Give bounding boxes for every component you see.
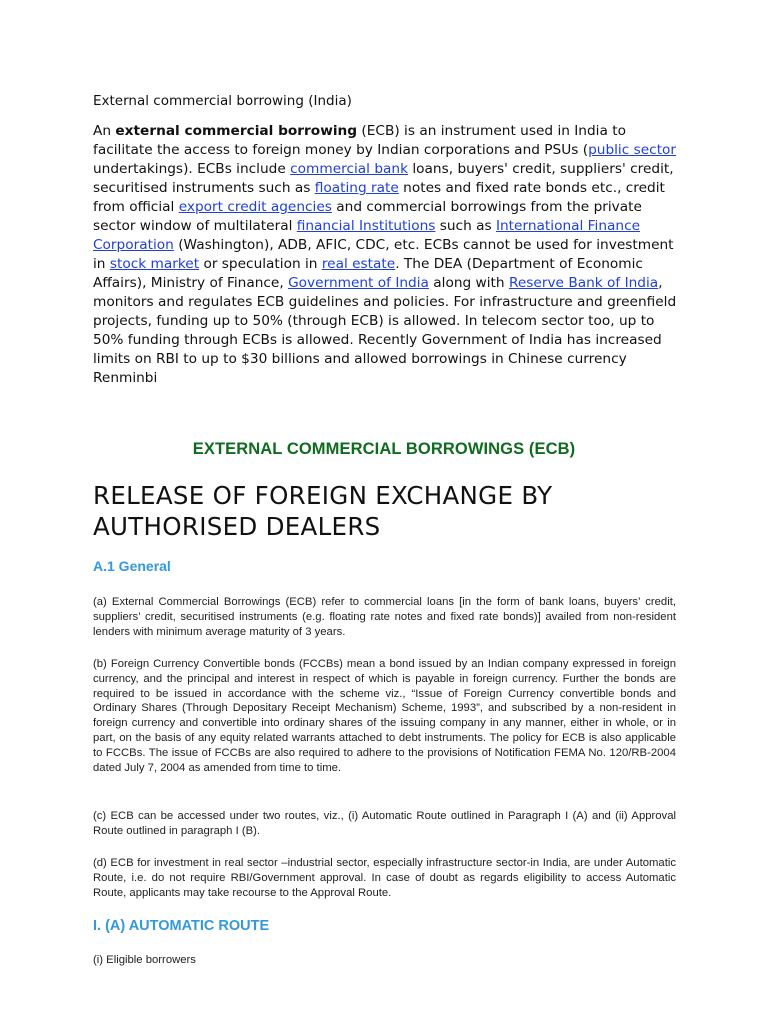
intro-text: (Washington), ADB, AFIC, CDC, etc. ECBs cannot be used for investment in: [93, 237, 674, 272]
section-heading-automatic-route: I. (A) AUTOMATIC ROUTE: [93, 918, 270, 934]
eligible-borrowers-label: (i) Eligible borrowers: [93, 954, 196, 966]
intro-paragraph: [93, 122, 683, 388]
paragraph-d: (d) ECB for investment in real sector –industrial sector, especially infrastructure sector-in India, are under Automatic Route, i.e. do not require RBI/Government approval. In case of doubt as regards eligibility to access Automatic Route, applicants may take recourse to the Approval Route.: [93, 857, 676, 899]
intro-text: (ECB) is an instrument used in India to facilitate the access to foreign money by Indian corporations and PSUs (: [93, 123, 626, 158]
section-heading-general: A.1 General: [93, 558, 171, 574]
paragraph-a: (a) External Commercial Borrowings (ECB) refer to commercial loans [in the form of bank loans, buyers’ credit, suppliers’ credit, securitised instruments (e.g. floating rate notes and fixed rate bonds)] availed from non-resident lenders with minimum average maturity of 3 years.: [93, 596, 676, 638]
release-heading: RELEASE OF FOREIGN EXCHANGE BY AUTHORISED DEALERS: [93, 481, 553, 541]
intro-text: , monitors and regulates ECB guidelines and policies. For infrastructure and greenfield projects, funding up to 50% (through ECB) is allowed. In telecom sector too, up to 50% funding through ECBs is allowed. Recently Government of India has increased limits on RBI to up to $30 billions and allowed borrowings in Chinese currency Renminbi: [93, 275, 677, 386]
intro-link[interactable]: International Finance Corporation: [93, 218, 641, 253]
intro-text: or speculation in: [199, 256, 322, 272]
intro-link[interactable]: Government of India: [288, 275, 429, 291]
intro-link[interactable]: real estate: [321, 256, 396, 272]
intro-text: notes and fixed rate bonds etc., credit from official: [93, 180, 665, 215]
paragraph-b: (b) Foreign Currency Convertible bonds (FCCBs) mean a bond issued by an Indian company expressed in foreign currency, and the principal and interest in respect of which is payable in foreign currency. Further the bonds are required to be issued in accordance with the scheme viz., “Issue of Foreign Currency convertible bonds and Ordinary Shares (Through Depositary Receipt Mechanism) Scheme, 1993”, and subscribed by a non-resident in foreign currency and convertible into ordinary shares of the issuing company in any manner, either in whole, or in part, on the basis of any equity related warrants attached to debt instruments. The policy for ECB is also applicable to FCCBs. The issue of FCCBs are also required to adhere to the provisions of Notification FEMA No. 120/RB-2004 dated July 7, 2004 as amended from time to time.: [93, 658, 676, 774]
intro-link[interactable]: public sector: [588, 142, 677, 158]
document-title: External commercial borrowing (India): [93, 93, 352, 109]
intro-link[interactable]: floating rate: [314, 180, 399, 196]
intro-text: loans, buyers' credit, suppliers' credit, securitised instruments such as: [93, 161, 674, 196]
intro-text: undertakings). ECBs include: [93, 161, 291, 177]
intro-link[interactable]: financial Institutions: [296, 218, 436, 234]
intro-link[interactable]: export credit agencies: [178, 199, 332, 215]
intro-link[interactable]: stock market: [109, 256, 200, 272]
intro-text: such as: [435, 218, 496, 234]
intro-link[interactable]: commercial bank: [290, 161, 409, 177]
intro-text: . The DEA (Department of Economic Affairs), Ministry of Finance,: [93, 256, 643, 291]
intro-link[interactable]: Reserve Bank of India: [508, 275, 659, 291]
intro-text: along with: [428, 275, 509, 291]
intro-bold-term: external commercial borrowing: [115, 123, 358, 139]
paragraph-c: (c) ECB can be accessed under two routes, viz., (i) Automatic Route outlined in Paragraph I (A) and (ii) Approval Route outlined in paragraph I (B).: [93, 810, 676, 837]
intro-text: and commercial borrowings from the private sector window of multilateral: [93, 199, 642, 234]
ecb-heading: EXTERNAL COMMERCIAL BORROWINGS (ECB): [192, 440, 576, 458]
intro-text: An: [93, 123, 116, 139]
